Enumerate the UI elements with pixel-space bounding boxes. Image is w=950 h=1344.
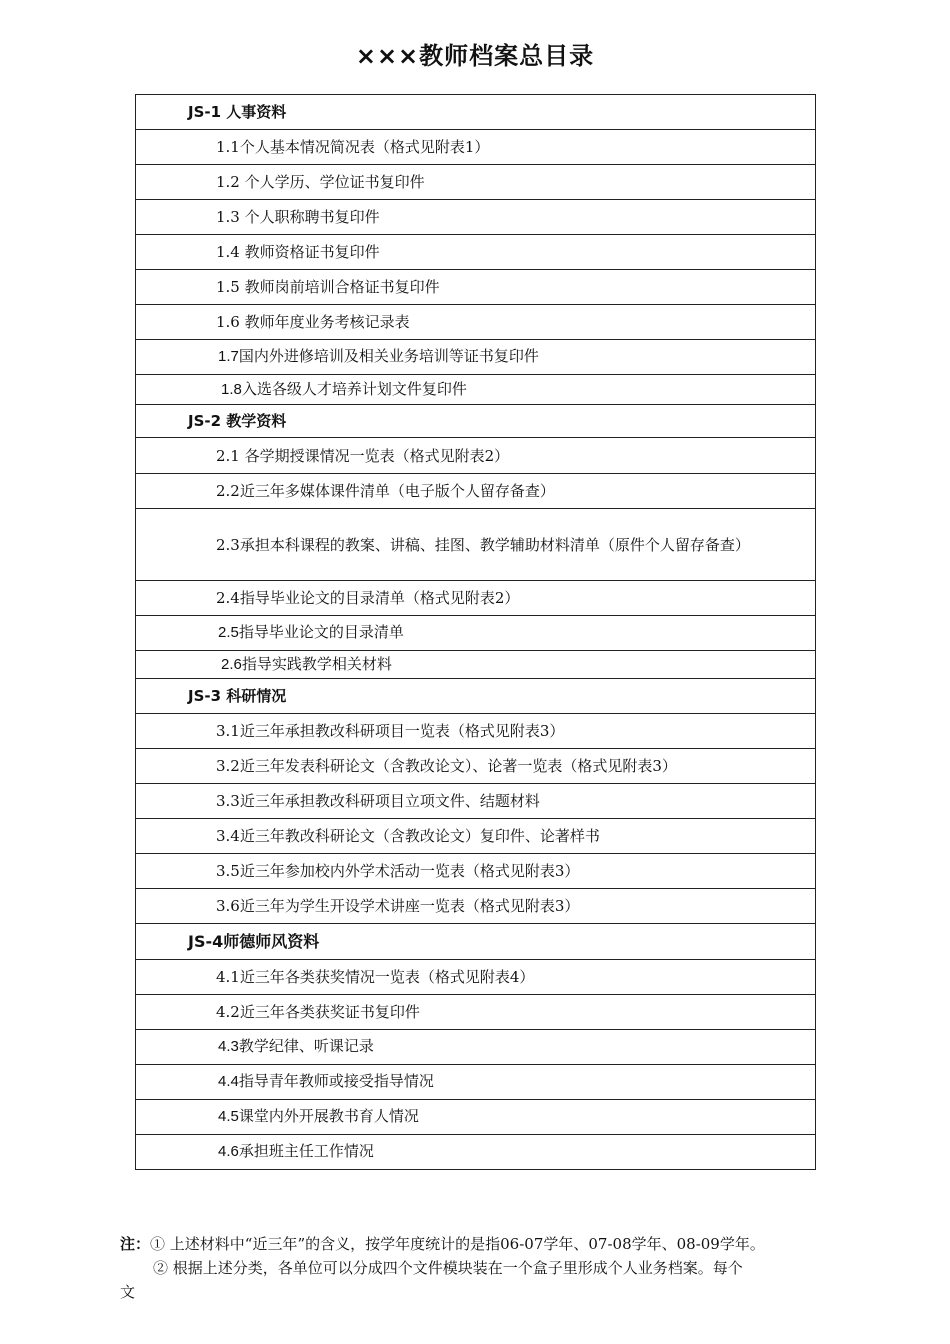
catalog-item: 1.6 教师年度业务考核记录表 [136,305,816,340]
catalog-item: 1.7国内外进修培训及相关业务培训等证书复印件 [136,340,816,375]
page-title: ×××教师档案总目录 [355,42,595,70]
catalog-item: 3.4近三年教改科研论文（含教改论文）复印件、论著样书 [136,819,816,854]
catalog-item: 2.2近三年多媒体课件清单（电子版个人留存备查） [136,474,816,509]
catalog-item: 3.3近三年承担教改科研项目立项文件、结题材料 [136,784,816,819]
catalog-item-text: 2.3承担本科课程的教案、讲稿、挂图、教学辅助材料清单（原件个人留存备查） [216,535,750,554]
catalog-item: 4.3教学纪律、听课记录 [136,1030,816,1065]
catalog-item: 2.4指导毕业论文的目录清单（格式见附表2） [136,581,816,616]
catalog-item: 1.5 教师岗前培训合格证书复印件 [136,270,816,305]
catalog-item: 4.4指导青年教师或接受指导情况 [136,1065,816,1100]
catalog-item: 2.6指导实践教学相关材料 [136,651,816,679]
catalog-item: 3.1近三年承担教改科研项目一览表（格式见附表3） [136,714,816,749]
catalog-item: 1.3 个人职称聘书复印件 [136,200,816,235]
catalog-item: 1.8入选各级人才培养计划文件复印件 [136,375,816,405]
catalog-item: 3.2近三年发表科研论文（含教改论文）、论著一览表（格式见附表3） [136,749,816,784]
catalog-table [135,94,816,1170]
catalog-item: 2.1 各学期授课情况一览表（格式见附表2） [136,438,816,474]
notes [120,1232,860,1304]
catalog-item: 1.4 教师资格证书复印件 [136,235,816,270]
catalog-item: 1.2 个人学历、学位证书复印件 [136,165,816,200]
catalog-item: 2.5指导毕业论文的目录清单 [136,616,816,651]
catalog-item: 3.6近三年为学生开设学术讲座一览表（格式见附表3） [136,889,816,924]
section-heading-js4: JS-4师德师风资料 [136,924,816,960]
notes-label: 注： [120,1235,151,1253]
note-1: ① 上述材料中“近三年”的含义，按学年度统计的是指06-07学年、07-08学年、08-09学年。 [150,1235,765,1253]
section-heading-js1: JS-1 人事资料 [136,95,816,130]
note-2: ② 根据上述分类，各单位可以分成四个文件模块装在一个盒子里形成个人业务档案。每个 [153,1259,743,1277]
catalog-item [136,509,816,581]
section-heading-js2: JS-2 教学资料 [136,405,816,438]
catalog-item: 4.5课堂内外开展教书育人情况 [136,1100,816,1135]
catalog-item: 4.6承担班主任工作情况 [136,1135,816,1170]
catalog-item: 3.5近三年参加校内外学术活动一览表（格式见附表3） [136,854,816,889]
catalog-item: 4.2近三年各类获奖证书复印件 [136,995,816,1030]
section-heading-js3: JS-3 科研情况 [136,679,816,714]
catalog-item: 4.1近三年各类获奖情况一览表（格式见附表4） [136,960,816,995]
catalog-item: 1.1个人基本情况简况表（格式见附表1） [136,130,816,165]
note-line-1 [120,1232,860,1256]
note-2-continuation: 文 [120,1283,136,1301]
